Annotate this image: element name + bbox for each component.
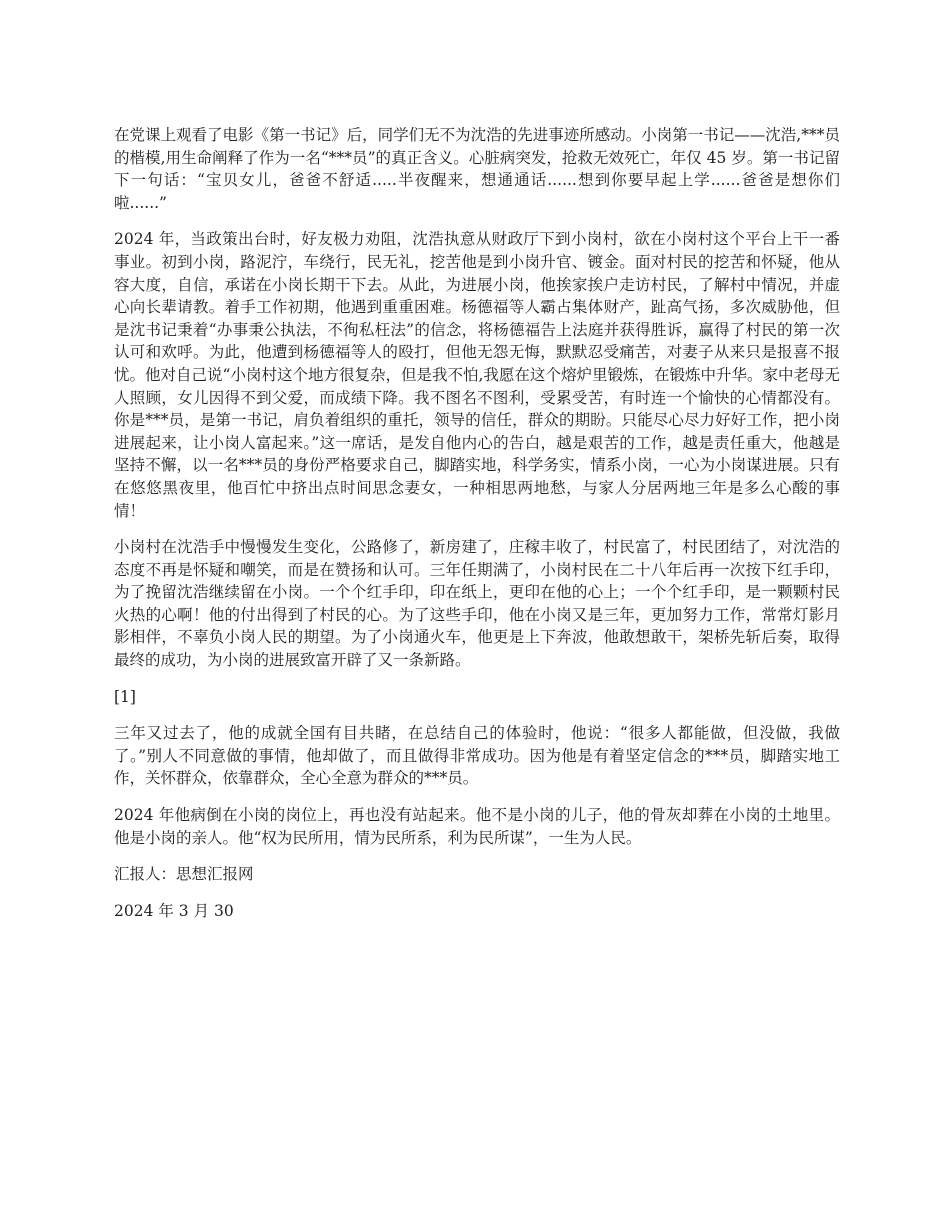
paragraph-achievement: 三年又过去了，他的成就全国有目共睹，在总结自己的体验时，他说：“很多人都能做，但没做，我做了。”别人不同意做的事情，他却做了，而且做得非常成功。因为他是有着坚定信念的***员，脚踏实地工作，关怀群众，依靠群众，全心全意为群众的***员。: [114, 724, 840, 788]
document-body: [114, 124, 840, 936]
paragraph-story: 2024 年，当政策出台时，好友极力劝阻，沈浩执意从财政厅下到小岗村，欲在小岗村这个平台上干一番事业。初到小岗，路泥泞，车绕行，民无礼，挖苦他是到小岗升官、镀金。面对村民的挖苦和怀疑，他从容大度，自信，承诺在小岗长期干下去。从此，为进展小岗，他挨家挨户走访村民，了解村中情况，并虚心向长辈请教。着手工作初期，他遇到重重困难。杨德福等人霸占集体财产，趾高气扬，多次威胁他，但是沈书记秉着“办事秉公执法，不徇私枉法”的信念，将杨德福告上法庭并获得胜诉，赢得了村民的第一次认可和欢呼。为此，他遭到杨德福等人的殴打，但他无怨无悔，默默忍受痛苦，对妻子从来只是报喜不报忧。他对自己说“小岗村这个地方很复杂，但是我不怕,我愿在这个熔炉里锻炼，在锻炼中升华。家中老母无人照顾，女儿因得不到父爱，而成绩下降。我不图名不图利，受累受苦，有时连一个愉快的心情都没有。你是***员，是第一书记，肩负着组织的重托，领导的信任，群众的期盼。只能尽心尽力好好工作，把小岗进展起来，让小岗人富起来。”这一席话，是发自他内心的告白，越是艰苦的工作，越是责任重大，他越是坚持不懈，以一名***员的身份严格要求自己，脚踏实地，科学务实，情系小岗，一心为小岗谋进展。只有在悠悠黑夜里，他百忙中挤出点时间思念妻女，一种相思两地愁，与家人分居两地三年是多么心酸的事情！: [114, 230, 840, 520]
paragraph-changes: 小岗村在沈浩手中慢慢发生变化，公路修了，新房建了，庄稼丰收了，村民富了，村民团结了，对沈浩的态度不再是怀疑和嘲笑，而是在赞扬和认可。三年任期满了，小岗村民在二十八年后再一次按下红手印，为了挽留沈浩继续留在小岗。一个个红手印，印在纸上，更印在他的心上；一个个红手印，是一颗颗村民火热的心啊！他的付出得到了村民的心。为了这些手印，他在小岗又是三年，更加努力工作，常常灯影月影相伴，不辜负小岗人民的期望。为了小岗通火车，他更是上下奔波，他敢想敢干，架桥先斩后奏，取得最终的成功，为小岗的进展致富开辟了又一条新路。: [114, 538, 840, 670]
date-line: 2024 年 3 月 30: [114, 901, 234, 920]
footnote-marker: [1]: [114, 687, 136, 706]
reporter-line: 汇报人：思想汇报网: [114, 865, 254, 884]
paragraph-intro: 在党课上观看了电影《第一书记》后，同学们无不为沈浩的先进事迹所感动。小岗第一书记——沈浩,***员的楷模,用生命阐释了作为一名“***员”的真正含义。心脏病突发，抢救无效死亡，年仅 45 岁。第一书记留下一句话：“宝贝女儿，爸爸不舒适.....半夜醒来，想通通话......想到你要早起上学......爸爸是想你们啦......”: [114, 126, 840, 212]
paragraph-ending: 2024 年他病倒在小岗的岗位上，再也没有站起来。他不是小岗的儿子，他的骨灰却葬在小岗的土地里。他是小岗的亲人。他“权为民所用，情为民所系，利为民所谋”，一生为人民。: [114, 806, 840, 847]
